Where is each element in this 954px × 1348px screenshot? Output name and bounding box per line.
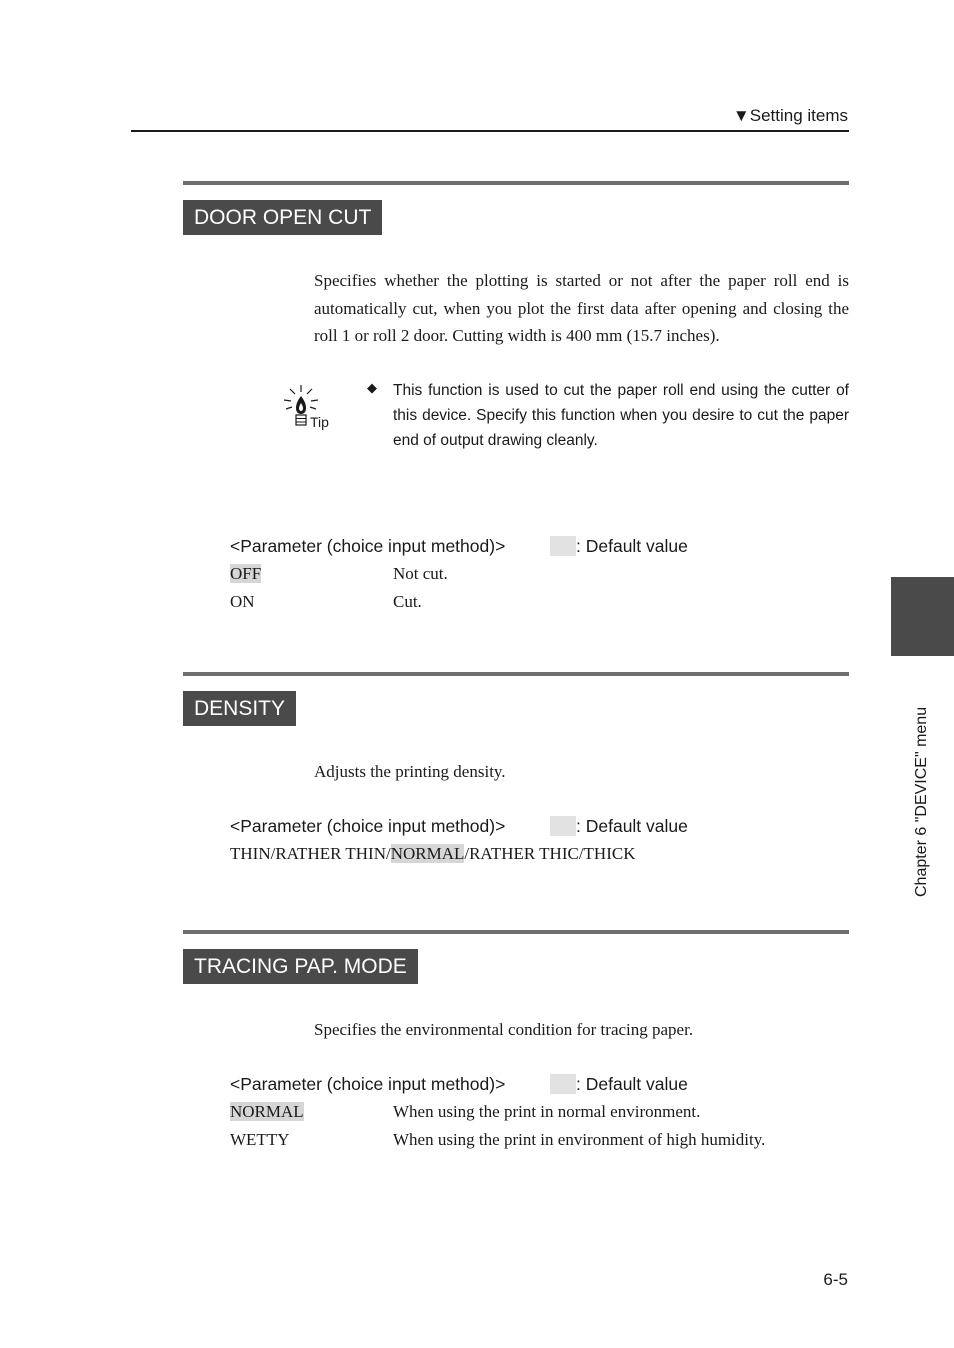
option-value: ON [230, 592, 255, 611]
tip-text: This function is used to cut the paper roll end using the cutter of this device. Specify this function when you desire to cut the paper end of output drawing cleanly. [393, 382, 849, 449]
density-choices-before: THIN/RATHER THIN/ [230, 844, 391, 863]
section-title-tracing-pap-mode: TRACING PAP. MODE [183, 949, 418, 984]
page-number: 6-5 [823, 1270, 848, 1289]
option-value [230, 564, 261, 584]
section-description-density: Adjusts the printing density. [314, 762, 506, 781]
tip-label: Tip [310, 414, 329, 430]
default-legend [550, 1074, 688, 1095]
param-heading: <Parameter (choice input method)> [230, 536, 506, 556]
section-description-door-open-cut: Specifies whether the plotting is started or not after the paper roll end is automatically cut, when you plot the first data after opening and closing the roll 1 or roll 2 door. Cutting width is 400 mm (15.7 inches). [314, 271, 849, 345]
option-description: When using the print in environment of high humidity. [393, 1130, 766, 1149]
running-header-text: Setting items [749, 106, 848, 125]
section-description-tracing-pap-mode: Specifies the environmental condition for tracing paper. [314, 1020, 694, 1039]
param-heading: <Parameter (choice input method)> [230, 816, 506, 836]
section-title-density: DENSITY [183, 691, 296, 726]
param-heading: <Parameter (choice input method)> [230, 1074, 506, 1094]
chapter-tab-label: Chapter 6 "DEVICE" menu [913, 706, 930, 897]
default-swatch [550, 1074, 576, 1094]
option-value-default: NORMAL [230, 1102, 304, 1121]
triangle-marker-icon: ▼ [732, 106, 750, 125]
option-value-default: OFF [230, 564, 262, 583]
option-value: WETTY [230, 1130, 290, 1149]
default-legend-text: : Default value [576, 536, 688, 556]
default-legend-text: : Default value [576, 816, 688, 836]
section-title-door-open-cut: DOOR OPEN CUT [183, 200, 382, 235]
option-description: Cut. [393, 592, 422, 611]
density-choices-after: /RATHER THIC/THICK [464, 844, 636, 863]
section-rule-door-open-cut [183, 181, 849, 185]
section-rule-tracing-pap-mode [183, 930, 849, 934]
chapter-tab [891, 577, 954, 656]
density-choices [230, 844, 635, 864]
option-value [230, 1102, 304, 1122]
default-swatch [550, 816, 576, 836]
running-header [733, 106, 848, 126]
density-choice-default: NORMAL [390, 844, 465, 863]
diamond-bullet-icon: ◆ [367, 380, 377, 395]
section-rule-density [183, 672, 849, 676]
header-rule [131, 130, 849, 132]
option-description: When using the print in normal environment. [393, 1102, 701, 1121]
default-legend [550, 536, 688, 557]
option-description: Not cut. [393, 564, 448, 583]
default-swatch [550, 536, 576, 556]
default-legend-text: : Default value [576, 1074, 688, 1094]
default-legend [550, 816, 688, 837]
